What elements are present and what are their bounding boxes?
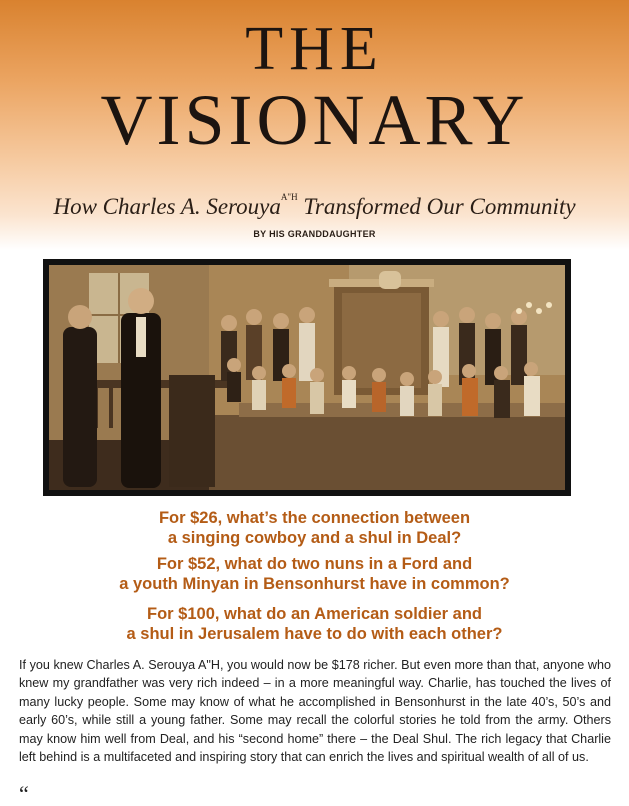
question-52: [0, 554, 629, 594]
historic-group-photo-icon: [49, 265, 565, 490]
photo-frame: [43, 259, 571, 496]
open-quote-mark: “: [19, 781, 29, 806]
title-line-2: VISIONARY: [100, 80, 529, 160]
question-26: [0, 508, 629, 548]
question-52-line1: For $52, what do two nuns in a Ford and: [156, 555, 473, 573]
question-26-line2: a singing cowboy and a shul in Deal?: [167, 529, 462, 547]
historic-group-photo: [49, 265, 565, 490]
question-52-line2: a youth Minyan in Bensonhurst have in common?: [119, 575, 510, 593]
question-100-line1: For $100, what do an American soldier and: [147, 605, 482, 623]
article-paragraph: If you knew Charles A. Serouya A"H, you would now be $178 richer. But even more than that, anyone who knew my grandfather was very rich indeed – in a more meaningful way. Charlie, has touched the lives of many lucky people. Some may know of what he accomplished in Bensonhurst in the late 40’s, 50’s and early 60’s, while still a young father. Some may recall the colorful stories he told from the army. Others may know him well from Deal, and his “second home” there – the Deal Shul. The rich legacy that Charlie left behind is a multifaceted and inspiring story that can enrich the lives and spiritual wealth of all of us.: [19, 658, 611, 765]
subtitle-main: How Charles A. Serouya: [53, 194, 281, 219]
subtitle-mark: A"H: [280, 192, 298, 202]
subtitle-end: Transformed Our Community: [303, 194, 576, 219]
question-26-line1: For $26, what’s the connection between: [158, 509, 471, 527]
question-100-line2: a shul in Jerusalem have to do with each other?: [126, 625, 503, 643]
subtitle: [0, 183, 629, 221]
question-100: [0, 604, 629, 644]
title-line-1: THE: [245, 15, 384, 83]
byline: BY HIS GRANDDAUGHTER: [253, 229, 376, 239]
